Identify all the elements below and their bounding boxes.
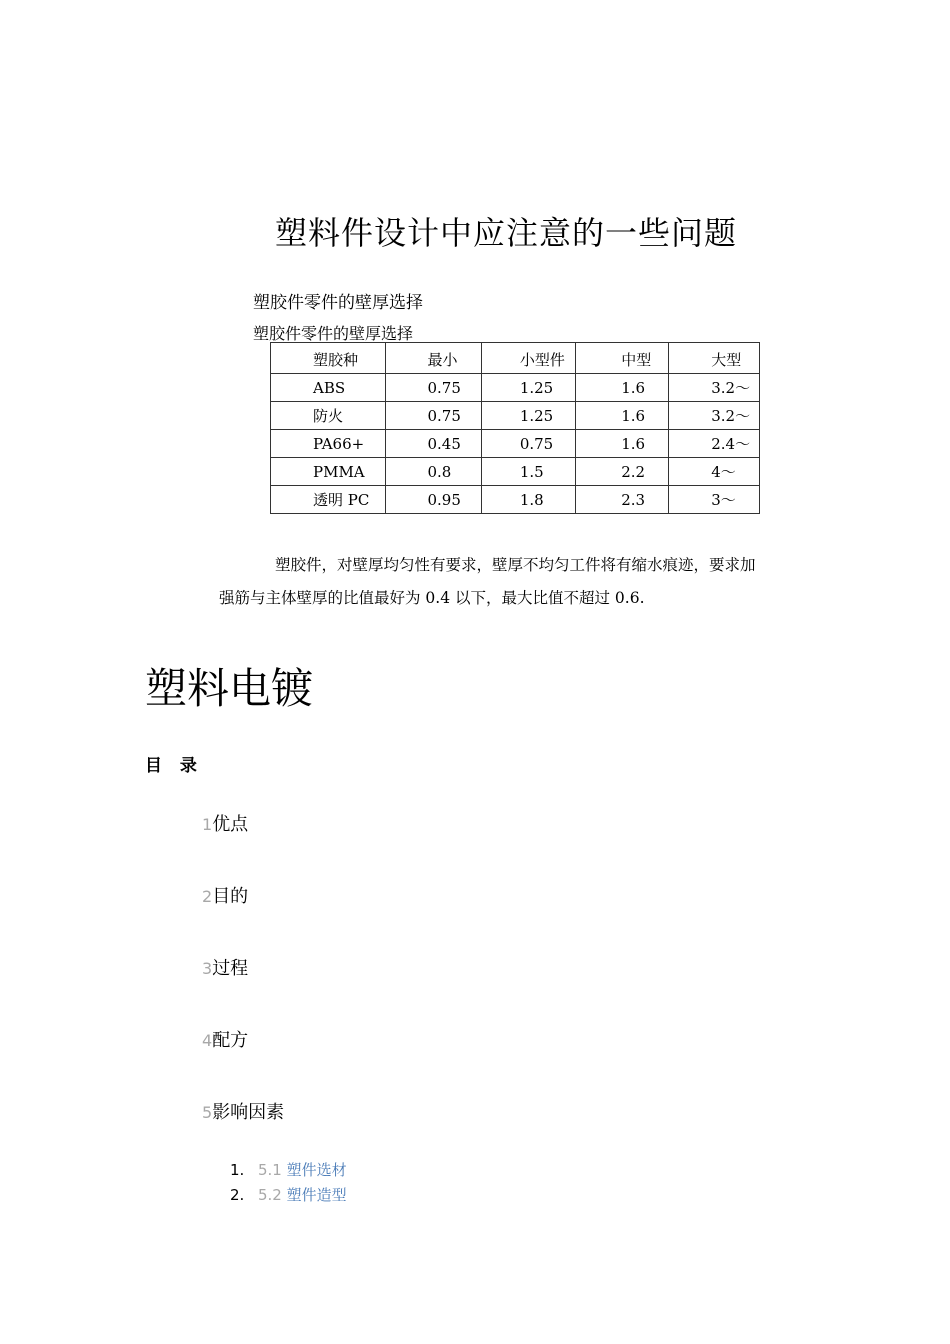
toc-number: 4 xyxy=(202,1031,213,1050)
table-cell: PA66+ xyxy=(271,430,386,458)
table-cell: 1.6 xyxy=(576,402,669,430)
figure-title: 塑料件设计中应注意的一些问题 xyxy=(275,214,738,252)
figure-subtitle-repeat: 塑胶件零件的壁厚选择 xyxy=(253,324,414,343)
toc-item-formula[interactable] xyxy=(202,1026,248,1052)
figure-subtitle: 塑胶件零件的壁厚选择 xyxy=(253,293,423,313)
table-cell: PMMA xyxy=(271,458,386,486)
toc-item-process[interactable] xyxy=(202,954,248,980)
toc-sublink[interactable]: 塑件造型 xyxy=(286,1186,347,1204)
table-header-row xyxy=(271,343,760,374)
table-cell: 防火 xyxy=(271,402,386,430)
table-row xyxy=(271,458,760,486)
list-order: 1. xyxy=(230,1161,245,1179)
toc-number: 1 xyxy=(202,815,213,834)
table-cell: 0.75 xyxy=(481,430,575,458)
table-header-cell: 塑胶种 xyxy=(271,343,386,374)
figure-paragraph-line: 塑胶件，对壁厚均匀性有要求，壁厚不均匀工件将有缩水痕迹，要求加 xyxy=(275,556,756,574)
page-title: 塑料电镀 xyxy=(145,664,314,713)
table-cell: 3.2～ xyxy=(669,402,760,430)
toc-label: 目的 xyxy=(212,886,249,907)
toc-number: 5 xyxy=(202,1103,213,1122)
toc-number: 2 xyxy=(202,887,213,906)
table-cell: 3.2～ xyxy=(669,374,760,402)
toc-sublist xyxy=(230,1159,347,1209)
table-header-cell: 大型 xyxy=(669,343,760,374)
table-cell: 0.75 xyxy=(385,402,481,430)
table-cell: 2.2 xyxy=(576,458,669,486)
table-cell: 2.4～ xyxy=(669,430,760,458)
list-order: 2. xyxy=(230,1186,245,1204)
table-header-cell: 最小 xyxy=(385,343,481,374)
toc-item-factors[interactable] xyxy=(202,1098,284,1124)
figure-paragraph-line: 强筋与主体壁厚的比值最好为 0.4 以下，最大比值不超过 0.6. xyxy=(219,589,645,607)
toc-label: 过程 xyxy=(212,958,249,979)
toc-label: 配方 xyxy=(212,1030,249,1051)
table-cell: 3～ xyxy=(669,486,760,514)
toc-subnumber: 5.2 xyxy=(258,1186,282,1204)
table-cell: 1.25 xyxy=(481,374,575,402)
toc-subitem-shape[interactable] xyxy=(230,1184,347,1209)
table-cell: 1.25 xyxy=(481,402,575,430)
toc-heading: 目 录 xyxy=(145,756,203,776)
table-row xyxy=(271,486,760,514)
table-cell: 透明 PC xyxy=(271,486,386,514)
toc-subitem-material[interactable] xyxy=(230,1159,347,1184)
toc-subnumber: 5.1 xyxy=(258,1161,282,1179)
table-cell: 1.6 xyxy=(576,374,669,402)
table-cell: 1.6 xyxy=(576,430,669,458)
table-row xyxy=(271,430,760,458)
toc-label: 优点 xyxy=(212,814,249,835)
table-cell: 0.75 xyxy=(385,374,481,402)
table-cell: 2.3 xyxy=(576,486,669,514)
wall-thickness-table xyxy=(270,342,760,514)
table-row xyxy=(271,374,760,402)
toc-number: 3 xyxy=(202,959,213,978)
table-row xyxy=(271,402,760,430)
table-header-cell: 中型 xyxy=(576,343,669,374)
table-cell: 0.95 xyxy=(385,486,481,514)
table-cell: 1.5 xyxy=(481,458,575,486)
scanned-figure xyxy=(215,200,815,615)
toc-sublink[interactable]: 塑件选材 xyxy=(286,1161,347,1179)
toc-label: 影响因素 xyxy=(212,1102,285,1123)
table-cell: 1.8 xyxy=(481,486,575,514)
table-header-cell: 小型件 xyxy=(481,343,575,374)
table-cell: ABS xyxy=(271,374,386,402)
table-cell: 4～ xyxy=(669,458,760,486)
toc-item-purpose[interactable] xyxy=(202,882,248,908)
toc-item-advantages[interactable] xyxy=(202,810,248,836)
table-cell: 0.45 xyxy=(385,430,481,458)
table-cell: 0.8 xyxy=(385,458,481,486)
